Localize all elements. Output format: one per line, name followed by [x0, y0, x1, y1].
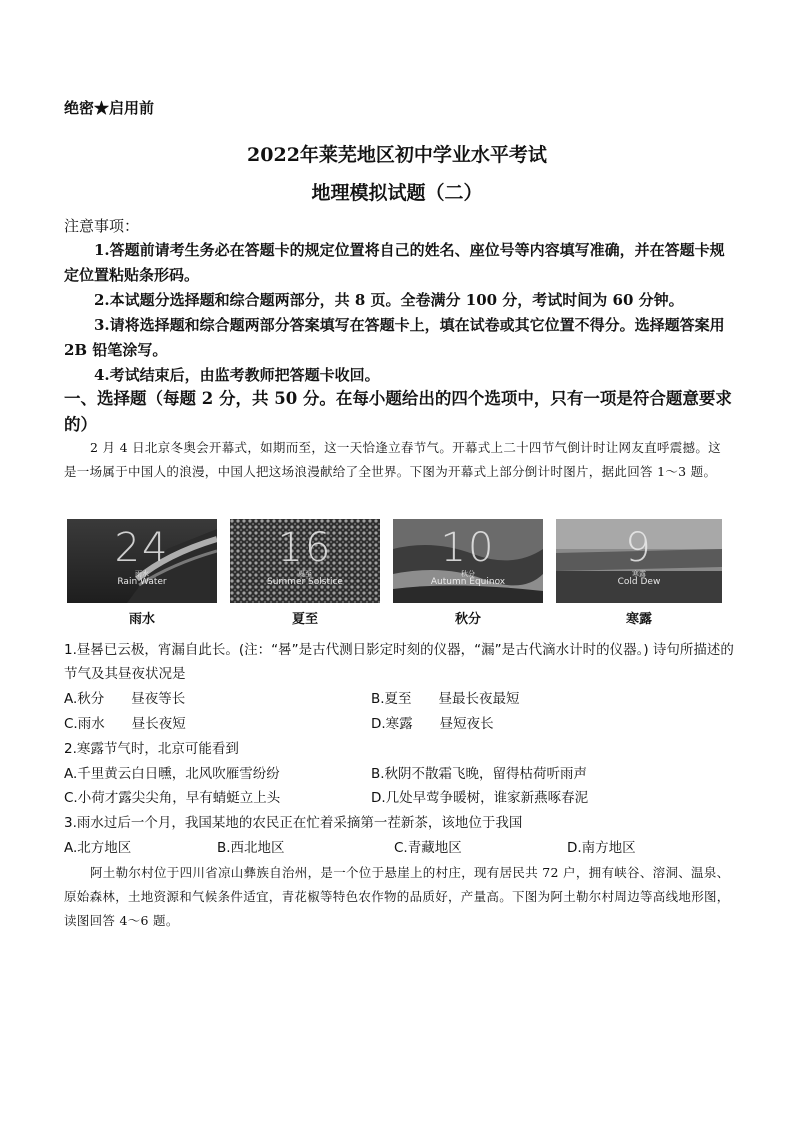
option: B.西北地区 [217, 840, 285, 856]
question-2-stem: 2.寒露节气时，北京可能看到 [64, 741, 239, 757]
photo-caption: 寒露 [625, 612, 652, 627]
option: C.雨水 昼长夜短 [64, 716, 186, 732]
note-item: 3.请将选择题和综合题两部分答案填写在答题卡上，填在试卷或其它位置不得分。选择题答案用 2B 铅笔涂写。 [64, 316, 725, 359]
question-1-stem: 1.昼晷已云极，宵漏自此长。(注：“晷”是古代测日影定时刻的仪器，“漏”是古代滴水计时的仪器。) 诗句所描述的节气及其昼夜状况是 [64, 642, 734, 682]
countdown-photo-autumn-equinox [393, 519, 543, 603]
intro-paragraph-2: 阿土勒尔村位于四川省凉山彝族自治州，是一个位于悬崖上的村庄，现有居民共 72 户，拥有峡谷、溶洞、温泉、原始森林，土地资源和气候条件适宜，青花椒等特色农作物的品质好，产量高。下图为阿土勒尔村周边等高线地形图，读图回答 4～6 题。 [64, 865, 730, 928]
option: D.南方地区 [567, 840, 636, 856]
note-item: 2.本试题分选择题和综合题两部分，共 8 页。全卷满分 100 分，考试时间为 60 分钟。 [94, 291, 684, 309]
note-item: 1.答题前请考生务必在答题卡的规定位置将自己的姓名、座位号等内容填写准确，并在答题卡规定位置粘贴条形码。 [64, 241, 725, 284]
countdown-number: 10 [440, 525, 496, 571]
countdown-photo-rain-water [67, 519, 217, 603]
option: B.夏至 昼最长夜最短 [371, 691, 520, 707]
option: A.秋分 昼夜等长 [64, 691, 186, 707]
photo-caption: 夏至 [291, 612, 318, 627]
option: C.青藏地区 [394, 840, 462, 856]
exam-subtitle: 地理模拟试题（二） [311, 182, 483, 204]
solar-term-cn: 寒露 [632, 570, 646, 578]
notes-heading: 注意事项： [64, 217, 140, 235]
countdown-number: 16 [277, 525, 333, 571]
option: A.北方地区 [64, 840, 132, 856]
solar-term-cn: 雨水 [135, 570, 149, 578]
photo-caption: 秋分 [454, 612, 481, 627]
option: C.小荷才露尖尖角，早有蜻蜓立上头 [64, 790, 281, 806]
solar-term-en: Cold Dew [617, 577, 661, 587]
solar-term-en: Summer Solstice [267, 577, 343, 587]
solar-term-en: Rain Water [117, 577, 167, 587]
exam-title: 2022年莱芜地区初中学业水平考试 [247, 144, 547, 166]
option: B.秋阴不散霜飞晚，留得枯荷听雨声 [371, 766, 588, 782]
question-3-stem: 3.雨水过后一个月，我国某地的农民正在忙着采摘第一茬新茶，该地位于我国 [64, 815, 523, 831]
note-item: 4.考试结束后，由监考教师把答题卡收回。 [94, 366, 380, 384]
intro-paragraph: 2 月 4 日北京冬奥会开幕式，如期而至，这一天恰逢立春节气。开幕式上二十四节气倒计时让网友直呼震撼。这是一场属于中国人的浪漫，中国人把这场浪漫献给了全世界。下图为开幕式上部分倒计时图片，据此回答 1～3 题。 [64, 440, 721, 479]
option: D.几处早莺争暖树，谁家新燕啄春泥 [371, 790, 589, 806]
countdown-number: 9 [625, 525, 653, 571]
photo-caption: 雨水 [128, 612, 155, 627]
section-heading: 一、选择题（每题 2 分，共 50 分。在每小题给出的四个选项中，只有一项是符合题意要求的） [64, 389, 732, 434]
option: D.寒露 昼短夜长 [371, 716, 494, 732]
countdown-photo-summer-solstice [230, 519, 380, 603]
countdown-number: 24 [114, 525, 170, 571]
solar-term-cn: 秋分 [461, 570, 475, 578]
solar-term-cn: 夏至 [298, 570, 312, 578]
confidential-label: 绝密★启用前 [64, 99, 155, 117]
solar-term-en: Autumn Equinox [430, 577, 506, 587]
countdown-photo-cold-dew [556, 519, 722, 603]
option: A.千里黄云白日曛，北风吹雁雪纷纷 [64, 766, 280, 782]
